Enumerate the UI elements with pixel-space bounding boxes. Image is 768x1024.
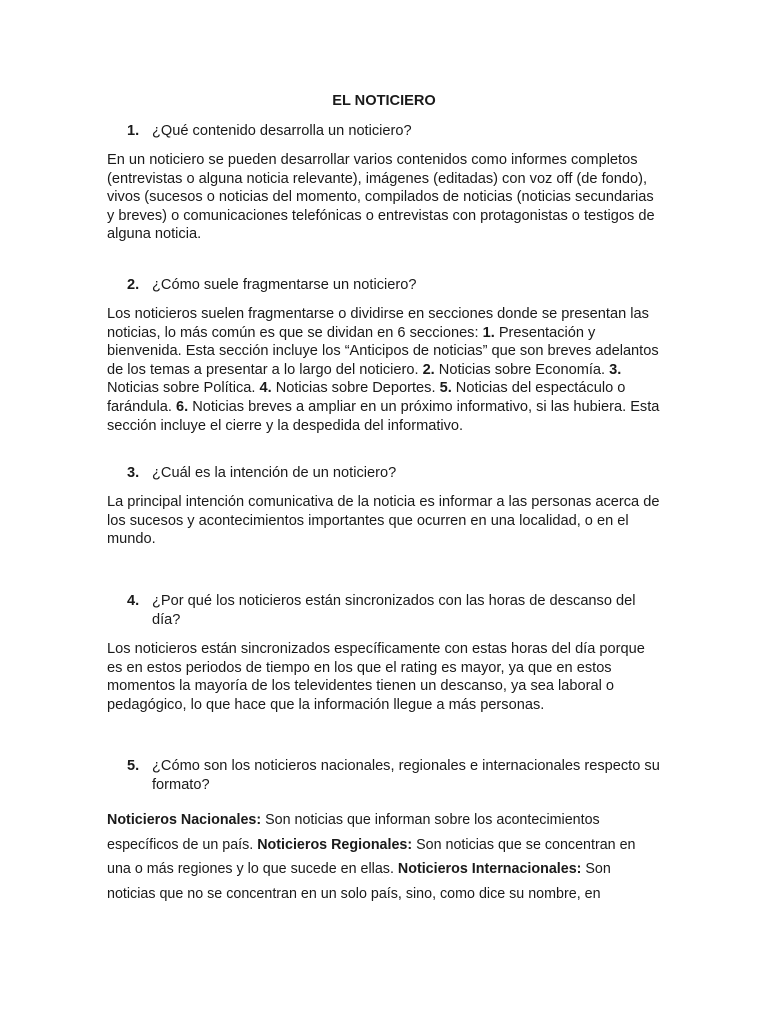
question-text: ¿Cuál es la intención de un noticiero? (152, 465, 397, 481)
question-text: ¿Qué contenido desarrolla un noticiero? (152, 123, 412, 139)
question-2 (107, 276, 667, 295)
question-text: ¿Cómo suele fragmentarse un noticiero? (152, 277, 417, 293)
answer-1: En un noticiero se pueden desarrollar varios contenidos como informes completos (entrevistas o alguna noticia relevante), imágenes (editadas) con voz off (de fondo), vivos (sucesos o noticias del momento, compilados de noticias (noticias secundarias y breves) o comunicaciones telefónicas o entrevistas con protagonistas o testigos de alguna noticia. (107, 152, 655, 243)
answer-2: Los noticieros suelen fragmentarse o dividirse en secciones donde se presentan las noticias, lo más común es que se dividan en 6 secciones: 1. Presentación y bienvenida. Esta sección incluye los “Anticipos de noticias” que son breves adelantos de los temas a presentar a lo largo del noticiero. 2. Noticias sobre Economía. 3. Noticias sobre Política. 4. Noticias sobre Deportes. 5. Noticias del espectáculo o farándula. 6. Noticias breves a ampliar en un próximo informativo, si las hubiera. Esta sección incluye el cierre y la despedida del informativo. (107, 306, 660, 434)
question-5 (107, 757, 667, 794)
question-text: ¿Por qué los noticieros están sincronizados con las horas de descanso del día? (152, 593, 636, 628)
document-title: EL NOTICIERO (332, 93, 436, 109)
answer-5: Noticieros Nacionales: Son noticias que informan sobre los acontecimientos específicos de un país. Noticieros Regionales: Son noticias que se concentran en una o más regiones y lo que sucede en ellas. Noticieros Internacionales: Son noticias que no se concentran en un solo país, sino, como dice su nombre, en (107, 812, 636, 902)
answer-3: La principal intención comunicativa de la noticia es informar a las personas acerca de los sucesos y acontecimientos importantes que ocurren en una localidad, o en el mundo. (107, 494, 660, 548)
answer-4: Los noticieros están sincronizados específicamente con estas horas del día porque es en estos periodos de tiempo en los que el rating es mayor, ya que en estos momentos la mayoría de los televidentes tienen un descanso, ya sea laboral o pedagógico, lo que hace que la información llegue a más personas. (107, 641, 645, 713)
question-number: 3. (127, 465, 140, 481)
question-4 (107, 592, 667, 629)
question-number: 1. (127, 123, 140, 139)
question-number: 4. (127, 593, 140, 609)
question-number: 5. (127, 758, 140, 774)
question-number: 2. (127, 277, 140, 293)
question-text: ¿Cómo son los noticieros nacionales, regionales e internacionales respecto su formato? (152, 758, 660, 793)
question-1 (107, 122, 667, 141)
question-3 (107, 464, 667, 483)
